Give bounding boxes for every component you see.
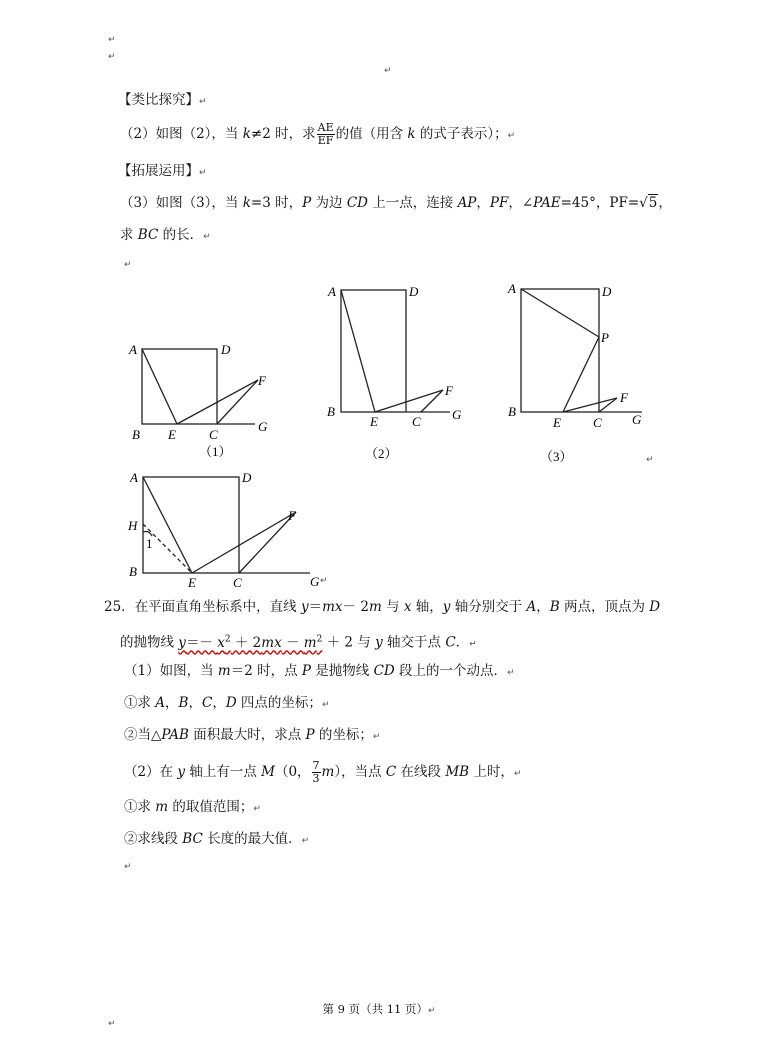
figure-2 [341, 290, 450, 412]
q25-part-1-sub-2: ②当△PAB 面积最大时，求点 P 的坐标；↵ [124, 727, 381, 743]
q25-part-2: （2）在 y 轴上有一点 M（0， $\frac{7}{3}$ m），当点 C 在线段 MB 上时，↵ [124, 759, 522, 785]
fig3-label-f: F [620, 390, 628, 405]
fig4-square [143, 477, 239, 573]
q25-part-2-sub-2: ②求线段 BC 长度的最大值．↵ [124, 831, 310, 847]
paragraph-mark: ↵ [320, 576, 328, 586]
fig1-label-b: B [132, 427, 140, 442]
figure-4 [143, 477, 310, 573]
fig2-label-c: C [412, 414, 421, 429]
question-2-text: （2）如图（2），当 k≠2 时，求 $\frac{AE}{EF}$ 的值（用含 k 的式子表示）；↵ [120, 121, 516, 147]
section-analogy-heading: 【类比探究】↵ [118, 92, 207, 108]
fig3-line-ap [521, 289, 599, 337]
fig4-label-e: E [188, 575, 196, 590]
fig1-label-c: C [209, 427, 218, 442]
q25-line-2: 的抛物线 $y=- x^2 + 2mx - m^2 + 2$ 与 y 轴交于点 C．↵ [120, 634, 477, 651]
fig4-label-a: A [130, 470, 138, 485]
fig3-label-p: P [601, 330, 609, 345]
fig1-line-cf [217, 380, 258, 424]
paragraph-mark: ↵ [108, 35, 116, 45]
paragraph-mark: ↵ [108, 52, 116, 62]
fig1-label-d: D [221, 342, 231, 357]
q25-line-1: 25．在平面直角坐标系中，直线 y＝mx－ 2m 与 x 轴，y 轴分别交于 A，B 两点，顶点为 D [104, 599, 661, 615]
fig3-label-g: G [632, 412, 642, 427]
fraction-7-3: $\frac{7}{3}$ [312, 759, 320, 785]
fig4-label-g: G [310, 574, 320, 589]
q25-part-1-sub-1: ①求 A，B，C，D 四点的坐标；↵ [124, 695, 330, 711]
fig4-label-c: C [233, 575, 242, 590]
q25-part-1: （1）如图，当 m＝2 时，点 P 是抛物线 CD 段上的一个动点．↵ [124, 663, 515, 679]
question-3-line-1: （3）如图（3），当 k=3 时，P 为边 CD 上一点，连接 AP，PF，∠PAE=45°，PF=√5， [120, 195, 672, 211]
fig3-rectangle [521, 289, 599, 412]
fig1-square [142, 349, 217, 424]
fig4-line-ae [143, 477, 192, 573]
fig3-line-pe [563, 337, 599, 412]
fig1-line-ae [142, 349, 177, 424]
paragraph-mark: ↵ [108, 1019, 116, 1029]
paragraph-mark: ↵ [384, 66, 392, 76]
fig2-label-a: A [328, 284, 336, 299]
fraction-ae-ef: $\frac{AE}{EF}$ [317, 121, 334, 147]
fig1-label-a: A [129, 342, 137, 357]
fig1-label-g: G [258, 419, 268, 434]
paragraph-mark: ↵ [646, 455, 654, 465]
fig2-label-d: D [409, 284, 419, 299]
fig4-line-ef [192, 512, 296, 573]
fig2-rectangle [341, 290, 406, 412]
fig2-label-f: F [445, 383, 453, 398]
fig4-label-h: H [128, 518, 138, 533]
fig4-label-d: D [242, 470, 252, 485]
fig3-label-b: B [508, 404, 516, 419]
section-apply-heading: 【拓展运用】↵ [118, 163, 207, 179]
fig2-label-g: G [452, 407, 462, 422]
question-3-line-2: 求 BC 的长．↵ [120, 227, 211, 243]
fig2-caption: （2） [365, 446, 398, 461]
fig4-label-b: B [129, 564, 137, 579]
fig3-label-e: E [553, 415, 561, 430]
fig2-label-e: E [370, 414, 378, 429]
fig1-caption: （1） [199, 444, 232, 459]
page-footer: 第 9 页（共 11 页）↵ [322, 1002, 436, 1016]
figure-1 [142, 349, 258, 424]
fig2-line-ae [341, 290, 375, 412]
fig4-label-angle-1: 1 [146, 536, 153, 551]
paragraph-mark: ↵ [124, 862, 132, 872]
fig3-label-d: D [602, 284, 612, 299]
fig3-caption: （3） [540, 449, 573, 464]
fig4-label-f: F [288, 508, 296, 523]
fig1-label-e: E [168, 427, 176, 442]
paragraph-mark: ↵ [124, 260, 132, 270]
sqrt-5: √5 [639, 195, 658, 211]
fig2-label-b: B [327, 404, 335, 419]
fig3-label-c: C [593, 415, 602, 430]
q25-part-2-sub-1: ①求 m 的取值范围；↵ [124, 799, 261, 815]
fig1-label-f: F [258, 373, 266, 388]
fig3-label-a: A [508, 281, 516, 296]
